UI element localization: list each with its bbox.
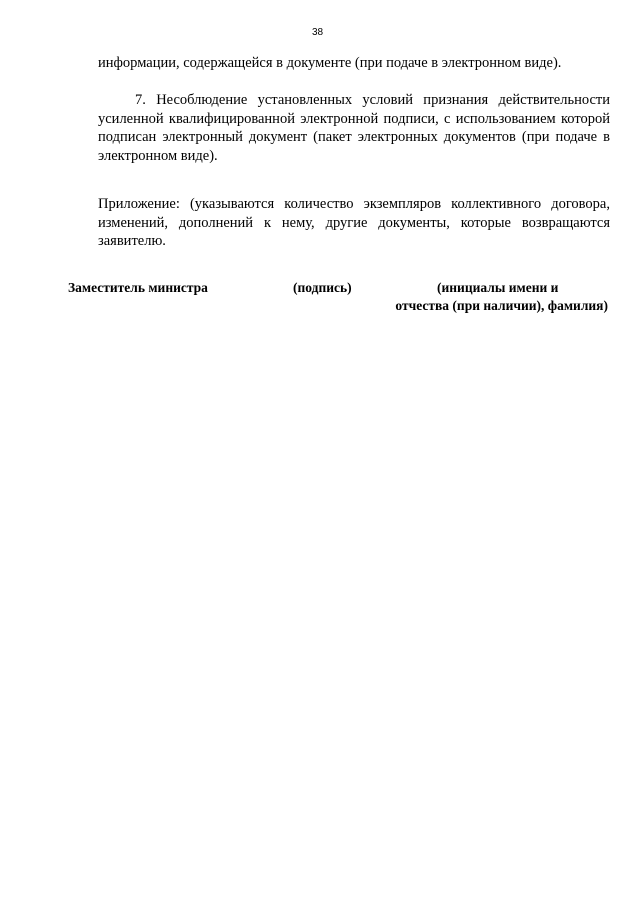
signature-placeholder: (подпись) [293, 280, 352, 295]
signature-block [0, 279, 635, 319]
paragraph-attachment: Приложение: (указываются количество экземпляров коллективного договора, изменений, дополнений к нему, другие документы, которые возвращаются заявителю. [98, 196, 610, 249]
name-placeholder-line-1: (инициалы имени и [437, 280, 559, 295]
paragraph-item-7: 7. Несоблюдение установленных условий признания действительности усиленной квалифицированной электронной подписи, с использованием которой подписан электронный документ (пакет электронных документов (при подаче в электронном виде). [98, 92, 610, 164]
page-number: 38 [311, 27, 324, 38]
name-placeholder-line-2: отчества (при наличии), фамилия) [395, 297, 608, 313]
paragraph-continuation: информации, содержащейся в документе (при подаче в электронном виде). [98, 55, 562, 71]
signatory-position: Заместитель министра [68, 280, 208, 295]
